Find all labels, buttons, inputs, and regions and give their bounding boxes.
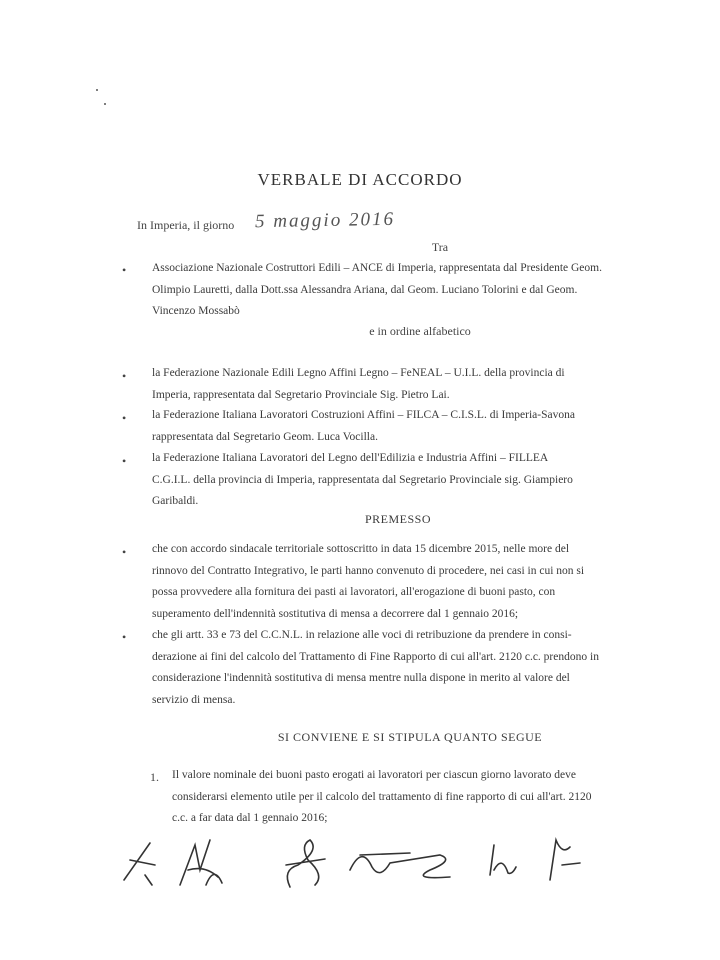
- signature-strokes: [110, 825, 610, 895]
- signatures: [110, 825, 610, 895]
- text-line: c.c. a far data dal 1 gennaio 2016;: [172, 812, 328, 824]
- text-line: Vincenzo Mossabò: [152, 305, 240, 317]
- bullet: •: [122, 630, 127, 644]
- text-line: Garibaldi.: [152, 495, 199, 507]
- text-line: che gli artt. 33 e 73 del C.C.N.L. in relazione alle voci di retribuzione da prendere in consi-: [152, 629, 572, 641]
- premesso-item: [152, 539, 627, 625]
- bullet: •: [122, 263, 127, 277]
- text-line: Olimpio Lauretti, dalla Dott.ssa Alessandra Ariana, dal Geom. Luciano Tolorini e dal Geom.: [152, 283, 578, 296]
- text-line: possa provvedere alla fornitura dei pasti ai lavoratori, all'erogazione di buoni pasto, con: [152, 586, 556, 598]
- text-line: Imperia, rappresentata dal Segretario Provinciale Sig. Pietro Lai.: [152, 388, 450, 401]
- ordine-label: e in ordine alfabetico: [369, 324, 471, 338]
- text-line: servizio di mensa.: [152, 693, 236, 706]
- premesso-item: [152, 625, 627, 711]
- bullet: •: [122, 454, 127, 468]
- signature-1: [124, 843, 155, 885]
- text-line: derazione ai fini del calcolo del Trattamento di Fine Rapporto di cui all'art. 2120 c.c. prendono in: [152, 650, 599, 663]
- numbered-item: [172, 765, 627, 830]
- signature-4: [350, 853, 450, 878]
- bullet: •: [122, 369, 127, 383]
- text-line: considerazione l'indennità sostitutiva di mensa mentre nulla dispone in merito al valore del: [152, 672, 570, 684]
- dateline-printed: In Imperia, il giorno: [137, 218, 235, 232]
- text-line: la Federazione Italiana Lavoratori del Legno dell'Edilizia e Industria Affini – FILLEA: [152, 452, 549, 464]
- signature-2: [180, 840, 222, 885]
- scan-speck: [104, 103, 106, 105]
- party-feneal: [152, 363, 627, 406]
- item-number: 1.: [150, 770, 159, 784]
- party-fillea: [152, 448, 627, 513]
- text-line: rinnovo del Contratto Integrativo, le parti hanno convenuto di procedere, nei casi in cui non si: [152, 564, 585, 577]
- text-line: C.G.I.L. della provincia di Imperia, rappresentata dal Segretario Provinciale sig. Giampiero: [152, 473, 573, 486]
- conviene-heading: SI CONVIENE E SI STIPULA QUANTO SEGUE: [277, 730, 543, 744]
- text-line: Il valore nominale dei buoni pasto erogati ai lavoratori per ciascun giorno lavorato deve: [172, 769, 576, 781]
- document-title: VERBALE DI ACCORDO: [257, 170, 463, 189]
- bullet: •: [122, 411, 127, 425]
- party-ance: [152, 258, 627, 323]
- text-line: rappresentata dal Segretario Geom. Luca Vocilla.: [152, 430, 378, 443]
- party-filca: [152, 405, 627, 448]
- text-line: la Federazione Italiana Lavoratori Costruzioni Affini – FILCA – C.I.S.L. di Imperia-Savona: [152, 409, 575, 421]
- signature-5: [490, 845, 516, 875]
- premesso-heading: PREMESSO: [364, 512, 432, 526]
- bullet: •: [122, 545, 127, 559]
- text-line: considerarsi elemento utile per il calcolo del trattamento di fine rapporto di cui all'art. 2120: [172, 790, 592, 803]
- signature-6: [550, 840, 580, 880]
- tra-label: Tra: [431, 240, 449, 254]
- text-line: Associazione Nazionale Costruttori Edili – ANCE di Imperia, rappresentata dal Presidente Geom.: [152, 262, 602, 274]
- text-line: superamento dell'indennità sostitutiva di mensa a decorrere dal 1 gennaio 2016;: [152, 607, 519, 620]
- scan-speck: [96, 89, 98, 91]
- text-line: la Federazione Nazionale Edili Legno Affini Legno – FeNEAL – U.I.L. della provincia di: [152, 367, 565, 379]
- dateline-handwritten: 5 maggio 2016: [254, 208, 396, 233]
- text-line: che con accordo sindacale territoriale sottoscritto in data 15 dicembre 2015, nelle more del: [152, 543, 570, 555]
- signature-3: [286, 840, 325, 887]
